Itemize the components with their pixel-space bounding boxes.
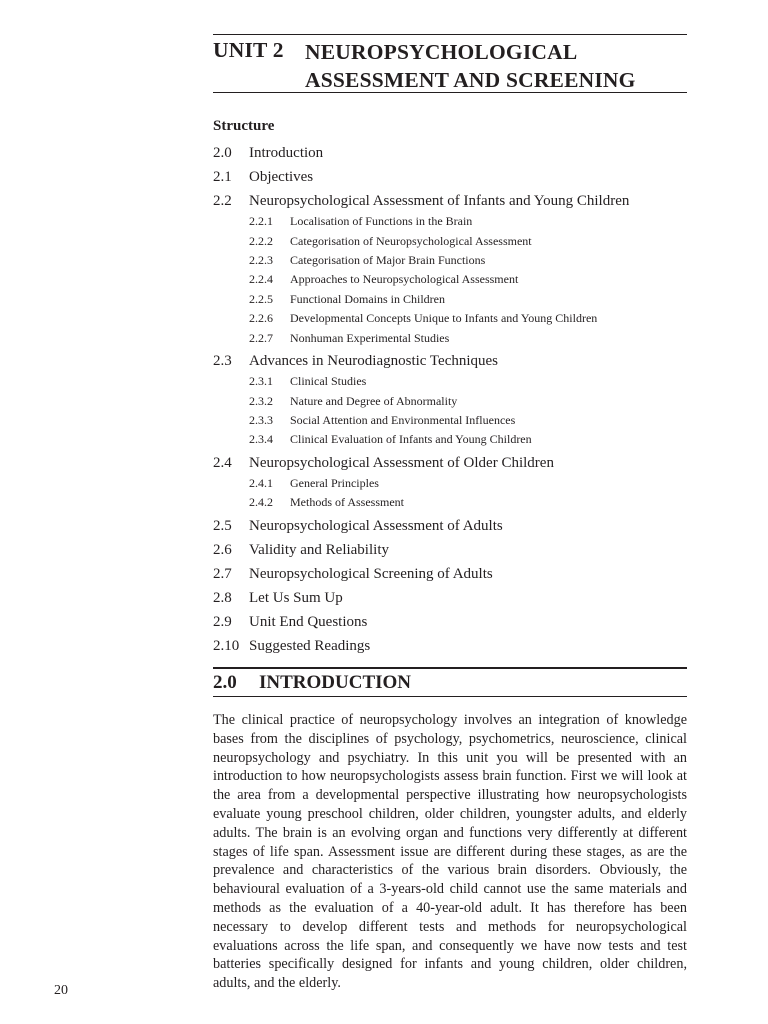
- page-number: 20: [54, 983, 68, 998]
- toc-item-label: Unit End Questions: [249, 614, 368, 631]
- toc-item-label: Clinical Evaluation of Infants and Young Children: [290, 432, 532, 447]
- toc-item-label: Categorisation of Neuropsychological Assessment: [290, 233, 532, 248]
- unit-title-line-2: ASSESSMENT AND SCREENING: [305, 68, 636, 92]
- toc-item-label: Neuropsychological Screening of Adults: [249, 565, 493, 582]
- toc-item-label: Introduction: [249, 145, 324, 161]
- toc-item-number: 2.2.5: [249, 291, 273, 306]
- toc-item-number: 2.4: [213, 454, 232, 471]
- toc-item-label: Nature and Degree of Abnormality: [290, 393, 458, 408]
- unit-title: [305, 38, 636, 94]
- toc-item-number: 2.8: [213, 590, 232, 606]
- toc-item-label: Developmental Concepts Unique to Infants and Young Children: [290, 311, 598, 326]
- toc-item-number: 2.1: [213, 169, 232, 186]
- toc-item-label: Objectives: [249, 169, 314, 186]
- toc-item-number: 2.7: [213, 565, 232, 582]
- toc-item-label: Methods of Assessment: [290, 495, 404, 510]
- toc-item-label: Nonhuman Experimental Studies: [290, 330, 450, 345]
- toc-item-number: 2.3: [213, 353, 232, 370]
- toc-item-number: 2.2.4: [249, 272, 273, 287]
- toc-item-label: Approaches to Neuropsychological Assessment: [290, 272, 519, 287]
- toc-item-label: Neuropsychological Assessment of Infants and Young Children: [249, 193, 630, 210]
- toc-item-label: Categorisation of Major Brain Functions: [290, 253, 486, 267]
- toc-item-label: Let Us Sum Up: [249, 590, 343, 606]
- toc-item-number: 2.10: [213, 638, 240, 655]
- section-rule-bottom: [213, 696, 687, 697]
- toc-item-number: 2.2.6: [249, 311, 273, 326]
- toc-item-label: Advances in Neurodiagnostic Techniques: [249, 353, 499, 370]
- introduction-paragraph: The clinical practice of neuropsychology involves an integration of knowledge bases from the disciplines of psychology, psychometrics, neuroscience, clinical neuropsychology and psychiatry. In this unit you will be presented with an introduction to how neuropsychologists assess brain function. First we will look at the area from a developmental perspective illustrating how neuropsychologists evaluate young preschool children, older children, youngster adults, and elderly adults. The brain is an evolving organ and functions very differently at different stages of life span. Assessment issue are different during these stages, as are the prevalence and characteristics of the various brain disorders. Obviously, the behavioural evaluation of a 3-years-old child cannot use the same materials and methods as the evaluation of a 40-year-old adult. It has therefore has been necessary to develop different tests and methods for neuropsychological evaluations across the life span, and consequently we have now tests and test batteries specifically designed for infants and young children, older children, adults, and the elderly.: [213, 712, 687, 992]
- unit-title-line-1: NEUROPSYCHOLOGICAL: [305, 40, 578, 64]
- toc-item-number: 2.2.3: [249, 253, 273, 267]
- toc-item-number: 2.6: [213, 541, 232, 558]
- toc-item-number: 2.2.2: [249, 233, 273, 248]
- toc-item-number: 2.3.4: [249, 432, 273, 447]
- structure-heading: Structure: [213, 118, 275, 134]
- toc-item-number: 2.3.1: [249, 374, 273, 389]
- toc-item-label: Suggested Readings: [249, 638, 371, 655]
- toc-item-number: 2.9: [213, 614, 232, 631]
- unit-label: UNIT 2: [213, 38, 284, 62]
- toc-item-number: 2.3.3: [249, 412, 273, 427]
- toc-item-number: 2.4.2: [249, 495, 273, 510]
- toc-item-number: 2.4.1: [249, 475, 273, 490]
- toc-item-number: 2.2.1: [249, 214, 273, 229]
- toc-item-number: 2.5: [213, 517, 232, 534]
- toc-item-label: Social Attention and Environmental Influences: [290, 412, 516, 427]
- unit-header: [213, 34, 687, 93]
- toc-item-number: 2.2: [213, 193, 232, 210]
- section-title: INTRODUCTION: [259, 672, 412, 693]
- toc-item-number: 2.2.7: [249, 330, 273, 345]
- toc-item-label: Functional Domains in Children: [290, 291, 445, 306]
- toc-item-label: Localisation of Functions in the Brain: [290, 214, 473, 229]
- toc-item-label: Clinical Studies: [290, 374, 367, 389]
- section-heading: [213, 672, 411, 694]
- toc-item-label: Neuropsychological Assessment of Adults: [249, 517, 503, 534]
- toc-item-label: General Principles: [290, 475, 379, 490]
- toc-item-label: Validity and Reliability: [249, 541, 389, 558]
- toc-item-number: 2.0: [213, 145, 232, 161]
- toc-item-number: 2.3.2: [249, 393, 273, 408]
- section-number: 2.0: [213, 672, 237, 693]
- section-rule-top: [213, 667, 687, 669]
- toc-item-label: Neuropsychological Assessment of Older Children: [249, 454, 554, 471]
